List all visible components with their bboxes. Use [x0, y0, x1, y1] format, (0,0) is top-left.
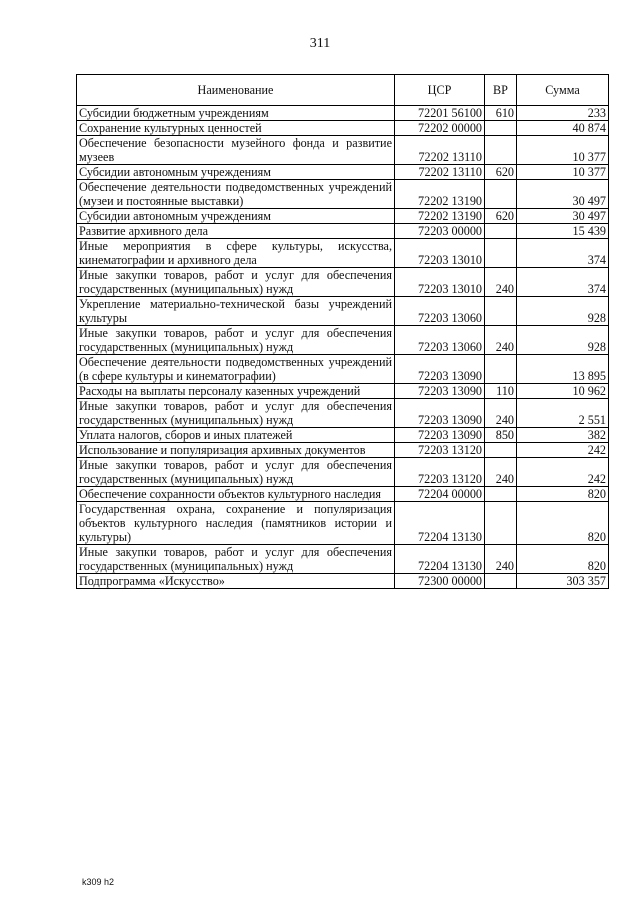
table-row	[77, 209, 609, 224]
cell-name: Укрепление материально-технической базы учреждений культуры	[77, 297, 395, 326]
cell-sum: 374	[517, 268, 609, 297]
cell-sum: 242	[517, 458, 609, 487]
cell-csr: 72203 13060	[395, 326, 485, 355]
cell-csr: 72203 13090	[395, 399, 485, 428]
table-row	[77, 121, 609, 136]
cell-vr	[485, 239, 517, 268]
footer-code: k309 h2	[82, 877, 115, 887]
cell-vr	[485, 136, 517, 165]
cell-sum: 10 377	[517, 165, 609, 180]
cell-csr: 72203 13060	[395, 297, 485, 326]
cell-name: Использование и популяризация архивных документов	[77, 443, 395, 458]
table-row	[77, 443, 609, 458]
table-row	[77, 297, 609, 326]
cell-csr: 72203 13090	[395, 355, 485, 384]
table-row	[77, 136, 609, 165]
cell-sum: 233	[517, 106, 609, 121]
cell-name: Обеспечение деятельности подведомственных учреждений (в сфере культуры и кинематографии)	[77, 355, 395, 384]
cell-vr: 240	[485, 399, 517, 428]
table-row	[77, 106, 609, 121]
table-row	[77, 458, 609, 487]
cell-name: Субсидии автономным учреждениям	[77, 209, 395, 224]
cell-sum: 382	[517, 428, 609, 443]
cell-vr: 240	[485, 545, 517, 574]
cell-name: Иные закупки товаров, работ и услуг для обеспечения государственных (муниципальных) нужд	[77, 399, 395, 428]
cell-name: Сохранение культурных ценностей	[77, 121, 395, 136]
table-row	[77, 384, 609, 399]
budget-table	[76, 74, 609, 589]
cell-name: Обеспечение сохранности объектов культурного наследия	[77, 487, 395, 502]
header-sum: Сумма	[517, 75, 609, 106]
cell-sum: 820	[517, 545, 609, 574]
cell-csr: 72202 00000	[395, 121, 485, 136]
cell-sum: 40 874	[517, 121, 609, 136]
cell-csr: 72203 13090	[395, 384, 485, 399]
cell-vr: 620	[485, 165, 517, 180]
header-csr: ЦСР	[395, 75, 485, 106]
cell-sum: 2 551	[517, 399, 609, 428]
cell-name: Иные закупки товаров, работ и услуг для обеспечения государственных (муниципальных) нужд	[77, 545, 395, 574]
cell-vr: 240	[485, 458, 517, 487]
cell-csr: 72202 13110	[395, 165, 485, 180]
cell-sum: 820	[517, 487, 609, 502]
cell-name: Обеспечение безопасности музейного фонда и развитие музеев	[77, 136, 395, 165]
cell-vr: 110	[485, 384, 517, 399]
table-row	[77, 180, 609, 209]
cell-sum: 15 439	[517, 224, 609, 239]
table-row	[77, 326, 609, 355]
cell-csr: 72203 13120	[395, 443, 485, 458]
cell-name: Развитие архивного дела	[77, 224, 395, 239]
table-row	[77, 545, 609, 574]
cell-vr: 620	[485, 209, 517, 224]
cell-sum: 10 377	[517, 136, 609, 165]
cell-csr: 72203 13120	[395, 458, 485, 487]
table-row	[77, 239, 609, 268]
cell-csr: 72300 00000	[395, 574, 485, 589]
cell-csr: 72202 13190	[395, 180, 485, 209]
cell-sum: 242	[517, 443, 609, 458]
cell-csr: 72204 13130	[395, 545, 485, 574]
cell-vr	[485, 443, 517, 458]
cell-name: Расходы на выплаты персоналу казенных учреждений	[77, 384, 395, 399]
cell-csr: 72203 13090	[395, 428, 485, 443]
cell-name: Иные закупки товаров, работ и услуг для обеспечения государственных (муниципальных) нужд	[77, 458, 395, 487]
cell-csr: 72201 56100	[395, 106, 485, 121]
header-name: Наименование	[77, 75, 395, 106]
table-row	[77, 502, 609, 545]
cell-name: Государственная охрана, сохранение и популяризация объектов культурного наследия (памятников истории и культуры)	[77, 502, 395, 545]
cell-csr: 72204 00000	[395, 487, 485, 502]
cell-sum: 374	[517, 239, 609, 268]
cell-vr: 850	[485, 428, 517, 443]
cell-sum: 820	[517, 502, 609, 545]
cell-name: Субсидии бюджетным учреждениям	[77, 106, 395, 121]
cell-name: Уплата налогов, сборов и иных платежей	[77, 428, 395, 443]
cell-vr	[485, 224, 517, 239]
table-row	[77, 574, 609, 589]
table-body	[77, 106, 609, 589]
cell-vr	[485, 487, 517, 502]
cell-vr	[485, 574, 517, 589]
cell-name: Иные мероприятия в сфере культуры, искусства, кинематографии и архивного дела	[77, 239, 395, 268]
table-row	[77, 224, 609, 239]
cell-sum: 10 962	[517, 384, 609, 399]
table-row	[77, 399, 609, 428]
cell-vr	[485, 502, 517, 545]
table-row	[77, 165, 609, 180]
cell-csr: 72204 13130	[395, 502, 485, 545]
cell-sum: 13 895	[517, 355, 609, 384]
page-number: 311	[309, 36, 331, 51]
cell-name: Подпрограмма «Искусство»	[77, 574, 395, 589]
cell-vr	[485, 297, 517, 326]
table-row	[77, 428, 609, 443]
cell-sum: 30 497	[517, 209, 609, 224]
cell-sum: 303 357	[517, 574, 609, 589]
cell-name: Иные закупки товаров, работ и услуг для обеспечения государственных (муниципальных) нужд	[77, 268, 395, 297]
cell-vr: 240	[485, 326, 517, 355]
header-vr: ВР	[485, 75, 517, 106]
cell-vr: 610	[485, 106, 517, 121]
table-row	[77, 355, 609, 384]
cell-vr	[485, 180, 517, 209]
cell-sum: 30 497	[517, 180, 609, 209]
cell-csr: 72202 13110	[395, 136, 485, 165]
cell-vr: 240	[485, 268, 517, 297]
cell-name: Иные закупки товаров, работ и услуг для обеспечения государственных (муниципальных) нужд	[77, 326, 395, 355]
cell-csr: 72203 13010	[395, 239, 485, 268]
cell-name: Обеспечение деятельности подведомственных учреждений (музеи и постоянные выставки)	[77, 180, 395, 209]
table-header-row	[77, 75, 609, 106]
cell-sum: 928	[517, 297, 609, 326]
table-row	[77, 487, 609, 502]
cell-vr	[485, 121, 517, 136]
cell-vr	[485, 355, 517, 384]
cell-csr: 72202 13190	[395, 209, 485, 224]
cell-sum: 928	[517, 326, 609, 355]
cell-csr: 72203 00000	[395, 224, 485, 239]
cell-name: Субсидии автономным учреждениям	[77, 165, 395, 180]
table-row	[77, 268, 609, 297]
cell-csr: 72203 13010	[395, 268, 485, 297]
